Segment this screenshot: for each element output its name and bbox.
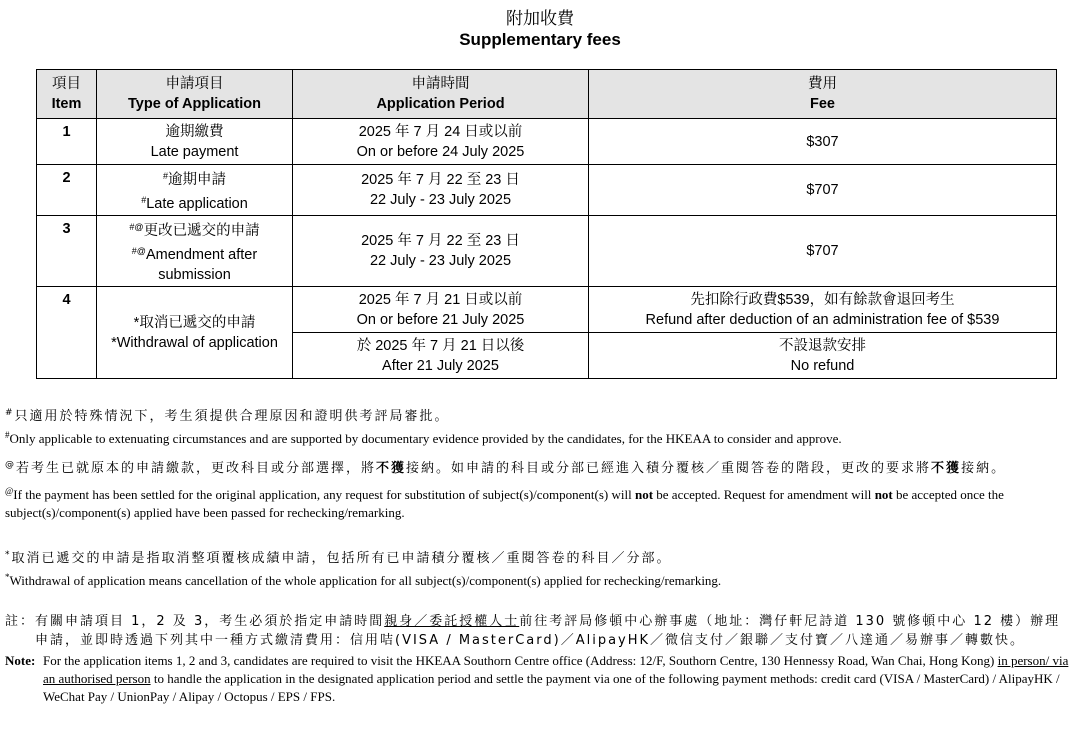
note-label-zh: 註： <box>5 614 36 629</box>
header-type: 申請項目 Type of Application <box>97 70 293 119</box>
row-period: 2025 年 7 月 22 至 23 日 22 July - 23 July 2025 <box>293 216 589 287</box>
row-type: #@更改已遞交的申請 #@Amendment after submission <box>97 216 293 287</box>
row-type: 逾期繳費 Late payment <box>97 119 293 165</box>
row-period: 於 2025 年 7 月 21 日以後 After 21 July 2025 <box>293 333 589 379</box>
row-fee: $707 <box>589 216 1057 287</box>
row-item: 2 <box>37 165 97 216</box>
title-en: Supplementary fees <box>459 30 621 49</box>
row-fee: $307 <box>589 119 1057 165</box>
table-row <box>37 165 1057 216</box>
fees-table <box>36 69 1057 379</box>
document-title <box>0 8 1080 50</box>
row-fee: 不設退款安排 No refund <box>589 333 1057 379</box>
row-type: *取消已遞交的申請 *Withdrawal of application <box>97 287 293 379</box>
table-row <box>37 216 1057 287</box>
note-final: 註： 有關申請項目 1，2 及 3，考生必須於指定申請時間親身／委託授權人士前往考評局修頓中心辦事處（地址：灣仔軒尼詩道 130 號修頓中心 12 樓）辦理申請，並即時透過下列其中一種方式繳清費用：信用咭(VISA / MasterCard)／AlipayHK／微信支付／銀聯／支付寶／八達通／易辦事／轉數快。 Note: For the application items 1, 2 and 3, candidates are required to visit the HKEAA Southorn Centre office (Address: 12/F, Southorn Centre, 130 Hennessy Road, Wan Chai, Hong Kong) in person/ via an authorised person to handle the application in the designated application period and settle the payment via one of the following payment methods: credit card (VISA / MasterCard) / AlipayHK / WeChat Pay / UnionPay / Alipay / Octopus / EPS / FPS. <box>5 614 1069 704</box>
title-zh: 附加收費 <box>506 9 574 28</box>
note-at: @若考生已就原本的申請繳款，更改科目或分部選擇，將不獲接納。如申請的科目或分部已經進入積分覆核／重閱答卷的階段，更改的要求將不獲接納。 @If the payment has been settled for the original application, any request for substitution of subject(s)/component(s) will not be accepted. Request for amendment will not be accepted once the subject(s)/component(s) applied have been passed for rechecking/remarking. <box>5 460 1007 520</box>
header-item: 項目 Item <box>37 70 97 119</box>
row-period: 2025 年 7 月 22 至 23 日 22 July - 23 July 2025 <box>293 165 589 216</box>
table-row <box>37 287 1057 333</box>
row-period: 2025 年 7 月 21 日或以前 On or before 21 July 2025 <box>293 287 589 333</box>
table-header-row <box>37 70 1057 119</box>
row-item: 1 <box>37 119 97 165</box>
note-star: *取消已遞交的申請是指取消整項覆核成績申請，包括所有已申請積分覆核／重閱答卷的科目／分部。 *Withdrawal of application means cancellation of the whole application for all subject(s)/component(s) applied for rechecking/remarking. <box>5 550 722 588</box>
header-period: 申請時間 Application Period <box>293 70 589 119</box>
row-item: 3 <box>37 216 97 287</box>
row-type: #逾期申請 #Late application <box>97 165 293 216</box>
note-hash: #只適用於特殊情況下，考生須提供合理原因和證明供考評局審批。 #Only applicable to extenuating circumstances and are supported by documentary evidence provided by the candidates, for the HKEAA to consider and approve. <box>5 408 842 446</box>
header-fee: 費用 Fee <box>589 70 1057 119</box>
table-row <box>37 119 1057 165</box>
row-item: 4 <box>37 287 97 379</box>
row-fee: 先扣除行政費$539，如有餘款會退回考生 Refund after deduction of an administration fee of $539 <box>589 287 1057 333</box>
row-period: 2025 年 7 月 24 日或以前 On or before 24 July 2025 <box>293 119 589 165</box>
row-fee: $707 <box>589 165 1057 216</box>
note-label-en: Note: <box>5 653 36 668</box>
